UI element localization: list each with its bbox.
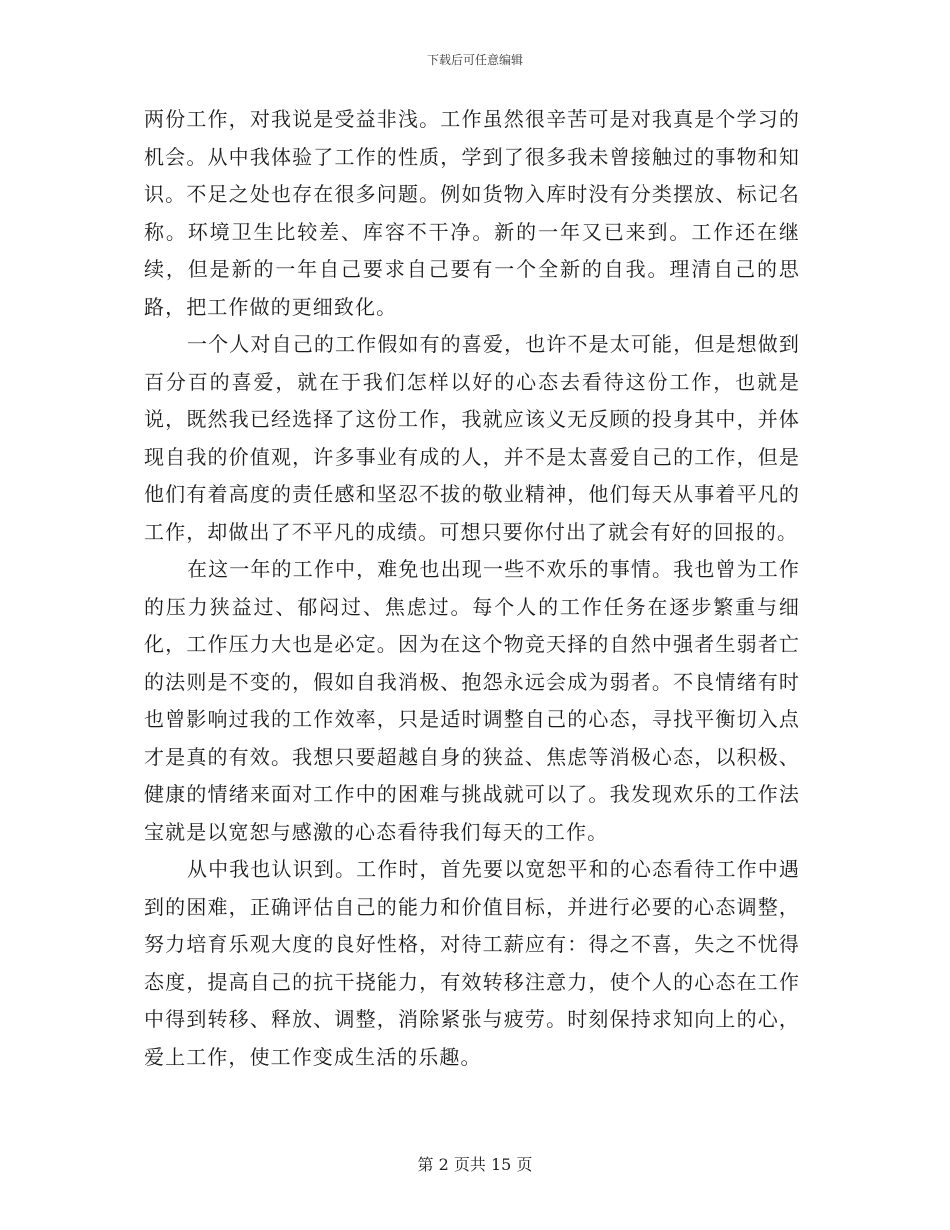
- paragraph-1: 两份工作，对我说是受益非浅。工作虽然很辛苦可是对我真是个学习的机会。从中我体验了工作的性质，学到了很多我未曾接触过的事物和知识。不足之处也存在很多问题。例如货物入库时没有分类摆放、标记名称。环境卫生比较差、库容不干净。新的一年又已来到。工作还在继续，但是新的一年自己要求自己要有一个全新的自我。理清自己的思路，把工作做的更细致化。: [144, 107, 800, 319]
- page-number: 第 2 页共 15 页: [417, 1155, 533, 1174]
- page-header-note: 下载后可任意编辑: [426, 53, 523, 67]
- paragraph-4: 从中我也认识到。工作时，首先要以宽恕平和的心态看待工作中遇到的困难，正确评估自己的能力和价值目标，并进行必要的心态调整，努力培育乐观大度的良好性格，对待工薪应有：得之不喜，失之不忧得态度，提高自己的抗干挠能力，有效转移注意力，使个人的心态在工作中得到转移、释放、调整，消除紧张与疲劳。时刻保持求知向上的心，爱上工作，使工作变成生活的乐趣。: [144, 857, 800, 1069]
- paragraph-3: 在这一年的工作中，难免也出现一些不欢乐的事情。我也曾为工作的压力狭益过、郁闷过、焦虑过。每个人的工作任务在逐步繁重与细化，工作压力大也是必定。因为在这个物竞天择的自然中强者生弱者亡的法则是不变的，假如自我消极、抱怨永远会成为弱者。不良情绪有时也曾影响过我的工作效率，只是适时调整自己的心态，寻找平衡切入点才是真的有效。我想只要超越自身的狭益、焦虑等消极心态，以积极、健康的情绪来面对工作中的困难与挑战就可以了。我发现欢乐的工作法宝就是以宽恕与感激的心态看待我们每天的工作。: [144, 557, 800, 844]
- paragraph-2: 一个人对自己的工作假如有的喜爱，也许不是太可能，但是想做到百分百的喜爱，就在于我们怎样以好的心态去看待这份工作，也就是说，既然我已经选择了这份工作，我就应该义无反顾的投身其中，并体现自我的价值观，许多事业有成的人，并不是太喜爱自己的工作，但是他们有着高度的责任感和坚忍不拔的敬业精神，他们每天从事着平凡的工作，却做出了不平凡的成绩。可想只要你付出了就会有好的回报的。: [144, 332, 800, 544]
- document-body: [144, 101, 800, 1076]
